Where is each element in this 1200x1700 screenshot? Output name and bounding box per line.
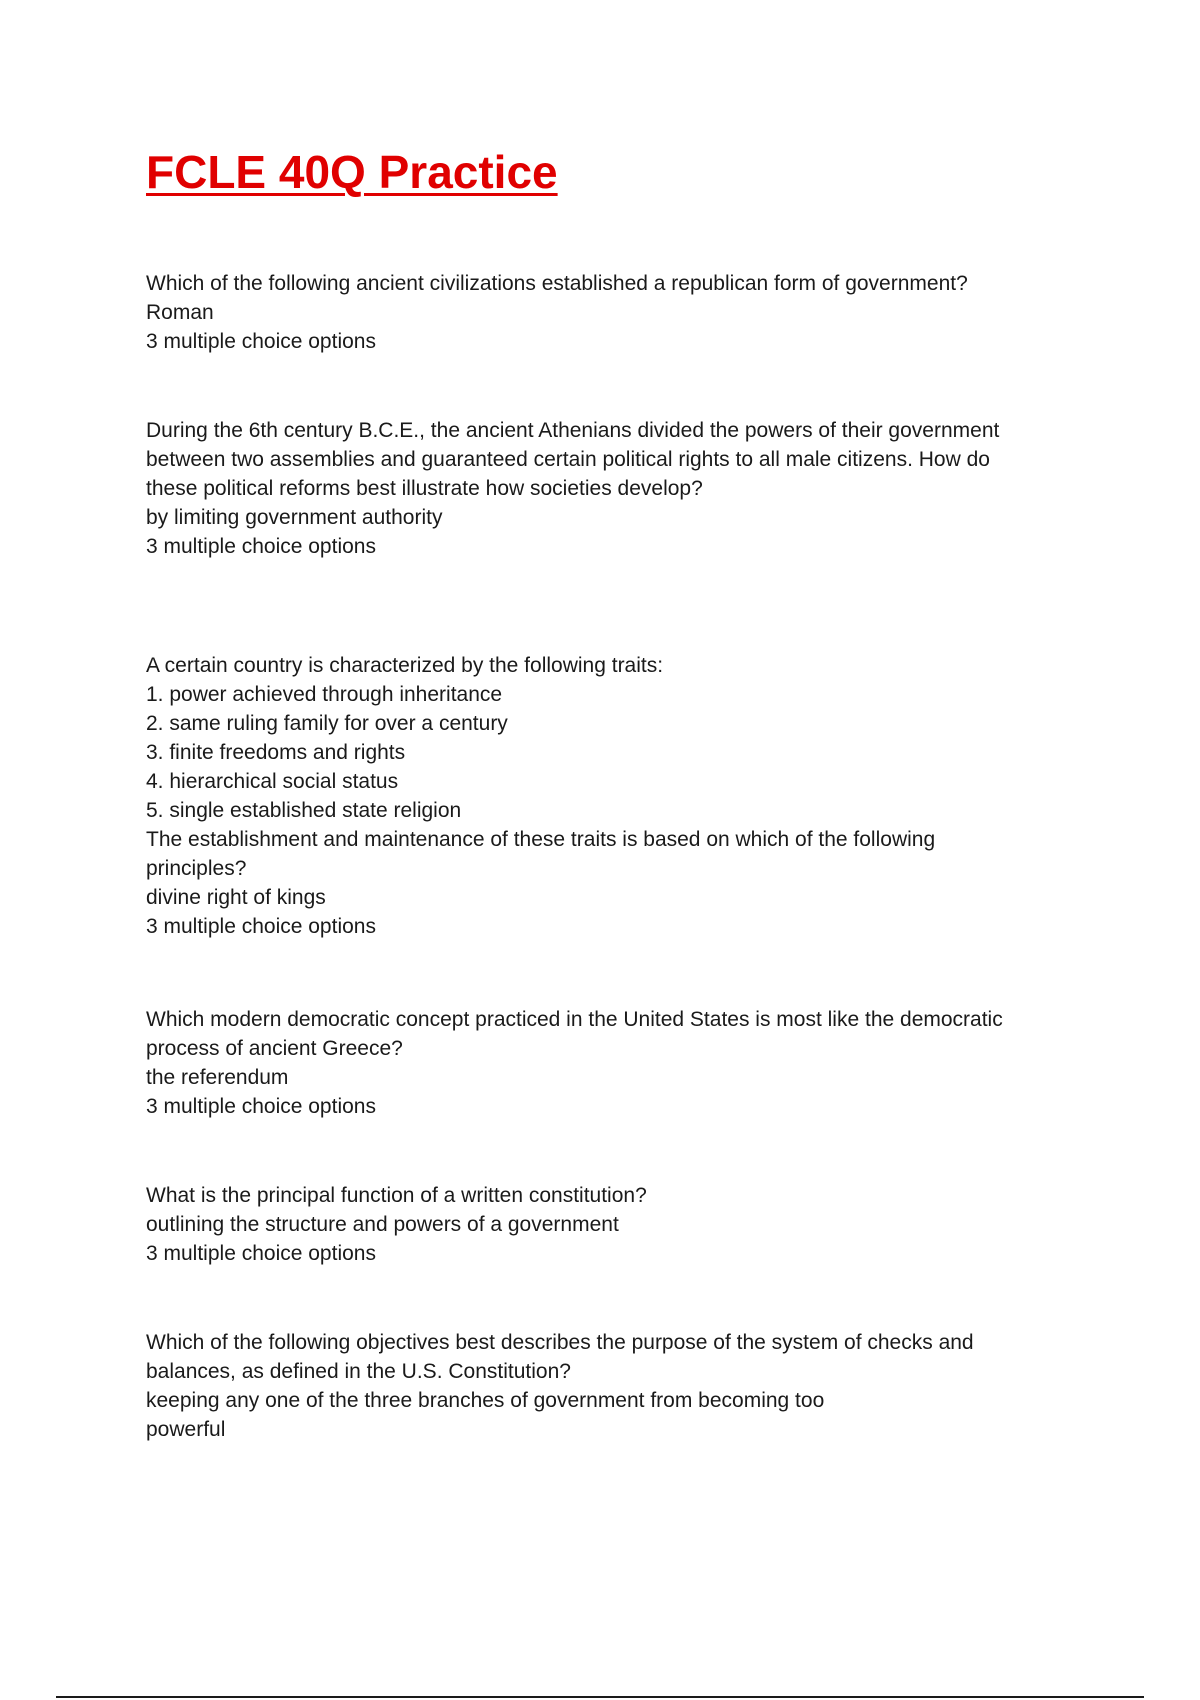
question-text-line: Which of the following ancient civilizations established a republican form of government?	[146, 272, 968, 295]
question-text-line: Which of the following objectives best describes the purpose of the system of checks and	[146, 1331, 974, 1354]
question-text-line: A certain country is characterized by the following traits:	[146, 654, 664, 677]
question-text-line: process of ancient Greece?	[146, 1037, 403, 1060]
answer-text: by limiting government authority	[146, 506, 443, 529]
question-text-line: 5. single established state religion	[146, 799, 462, 822]
question-text-line: During the 6th century B.C.E., the ancient Athenians divided the powers of their government	[146, 419, 1000, 442]
answer-text: powerful	[146, 1418, 226, 1441]
question-text-line: 1. power achieved through inheritance	[146, 683, 503, 706]
question-text-line: these political reforms best illustrate how societies develop?	[146, 477, 703, 500]
answer-text: the referendum	[146, 1066, 289, 1089]
options-note: 3 multiple choice options	[146, 1242, 376, 1265]
options-note: 3 multiple choice options	[146, 535, 376, 558]
footer-divider	[56, 1696, 1144, 1698]
answer-text: divine right of kings	[146, 886, 326, 909]
options-note: 3 multiple choice options	[146, 915, 376, 938]
question-block	[146, 416, 1066, 561]
question-block	[146, 1328, 1066, 1444]
answer-text: Roman	[146, 301, 214, 324]
options-note: 3 multiple choice options	[146, 1095, 376, 1118]
question-text-line: What is the principal function of a written constitution?	[146, 1184, 647, 1207]
question-block	[146, 269, 1066, 356]
question-text-line: 3. finite freedoms and rights	[146, 741, 406, 764]
page-title: FCLE 40Q Practice	[146, 146, 558, 198]
question-text-line: 4. hierarchical social status	[146, 770, 399, 793]
options-note: 3 multiple choice options	[146, 330, 376, 353]
question-text-line: Which modern democratic concept practiced in the United States is most like the democratic	[146, 1008, 1003, 1031]
answer-text: keeping any one of the three branches of government from becoming too	[146, 1389, 825, 1412]
question-block	[146, 1181, 1066, 1268]
question-block	[146, 1005, 1066, 1121]
question-text-line: 2. same ruling family for over a century	[146, 712, 508, 735]
question-text-line: principles?	[146, 857, 247, 880]
question-text-line: balances, as defined in the U.S. Constitution?	[146, 1360, 571, 1383]
question-text-line: The establishment and maintenance of these traits is based on which of the following	[146, 828, 936, 851]
question-text-line: between two assemblies and guaranteed certain political rights to all male citizens. How do	[146, 448, 990, 471]
answer-text: outlining the structure and powers of a government	[146, 1213, 619, 1236]
question-block	[146, 651, 1066, 941]
